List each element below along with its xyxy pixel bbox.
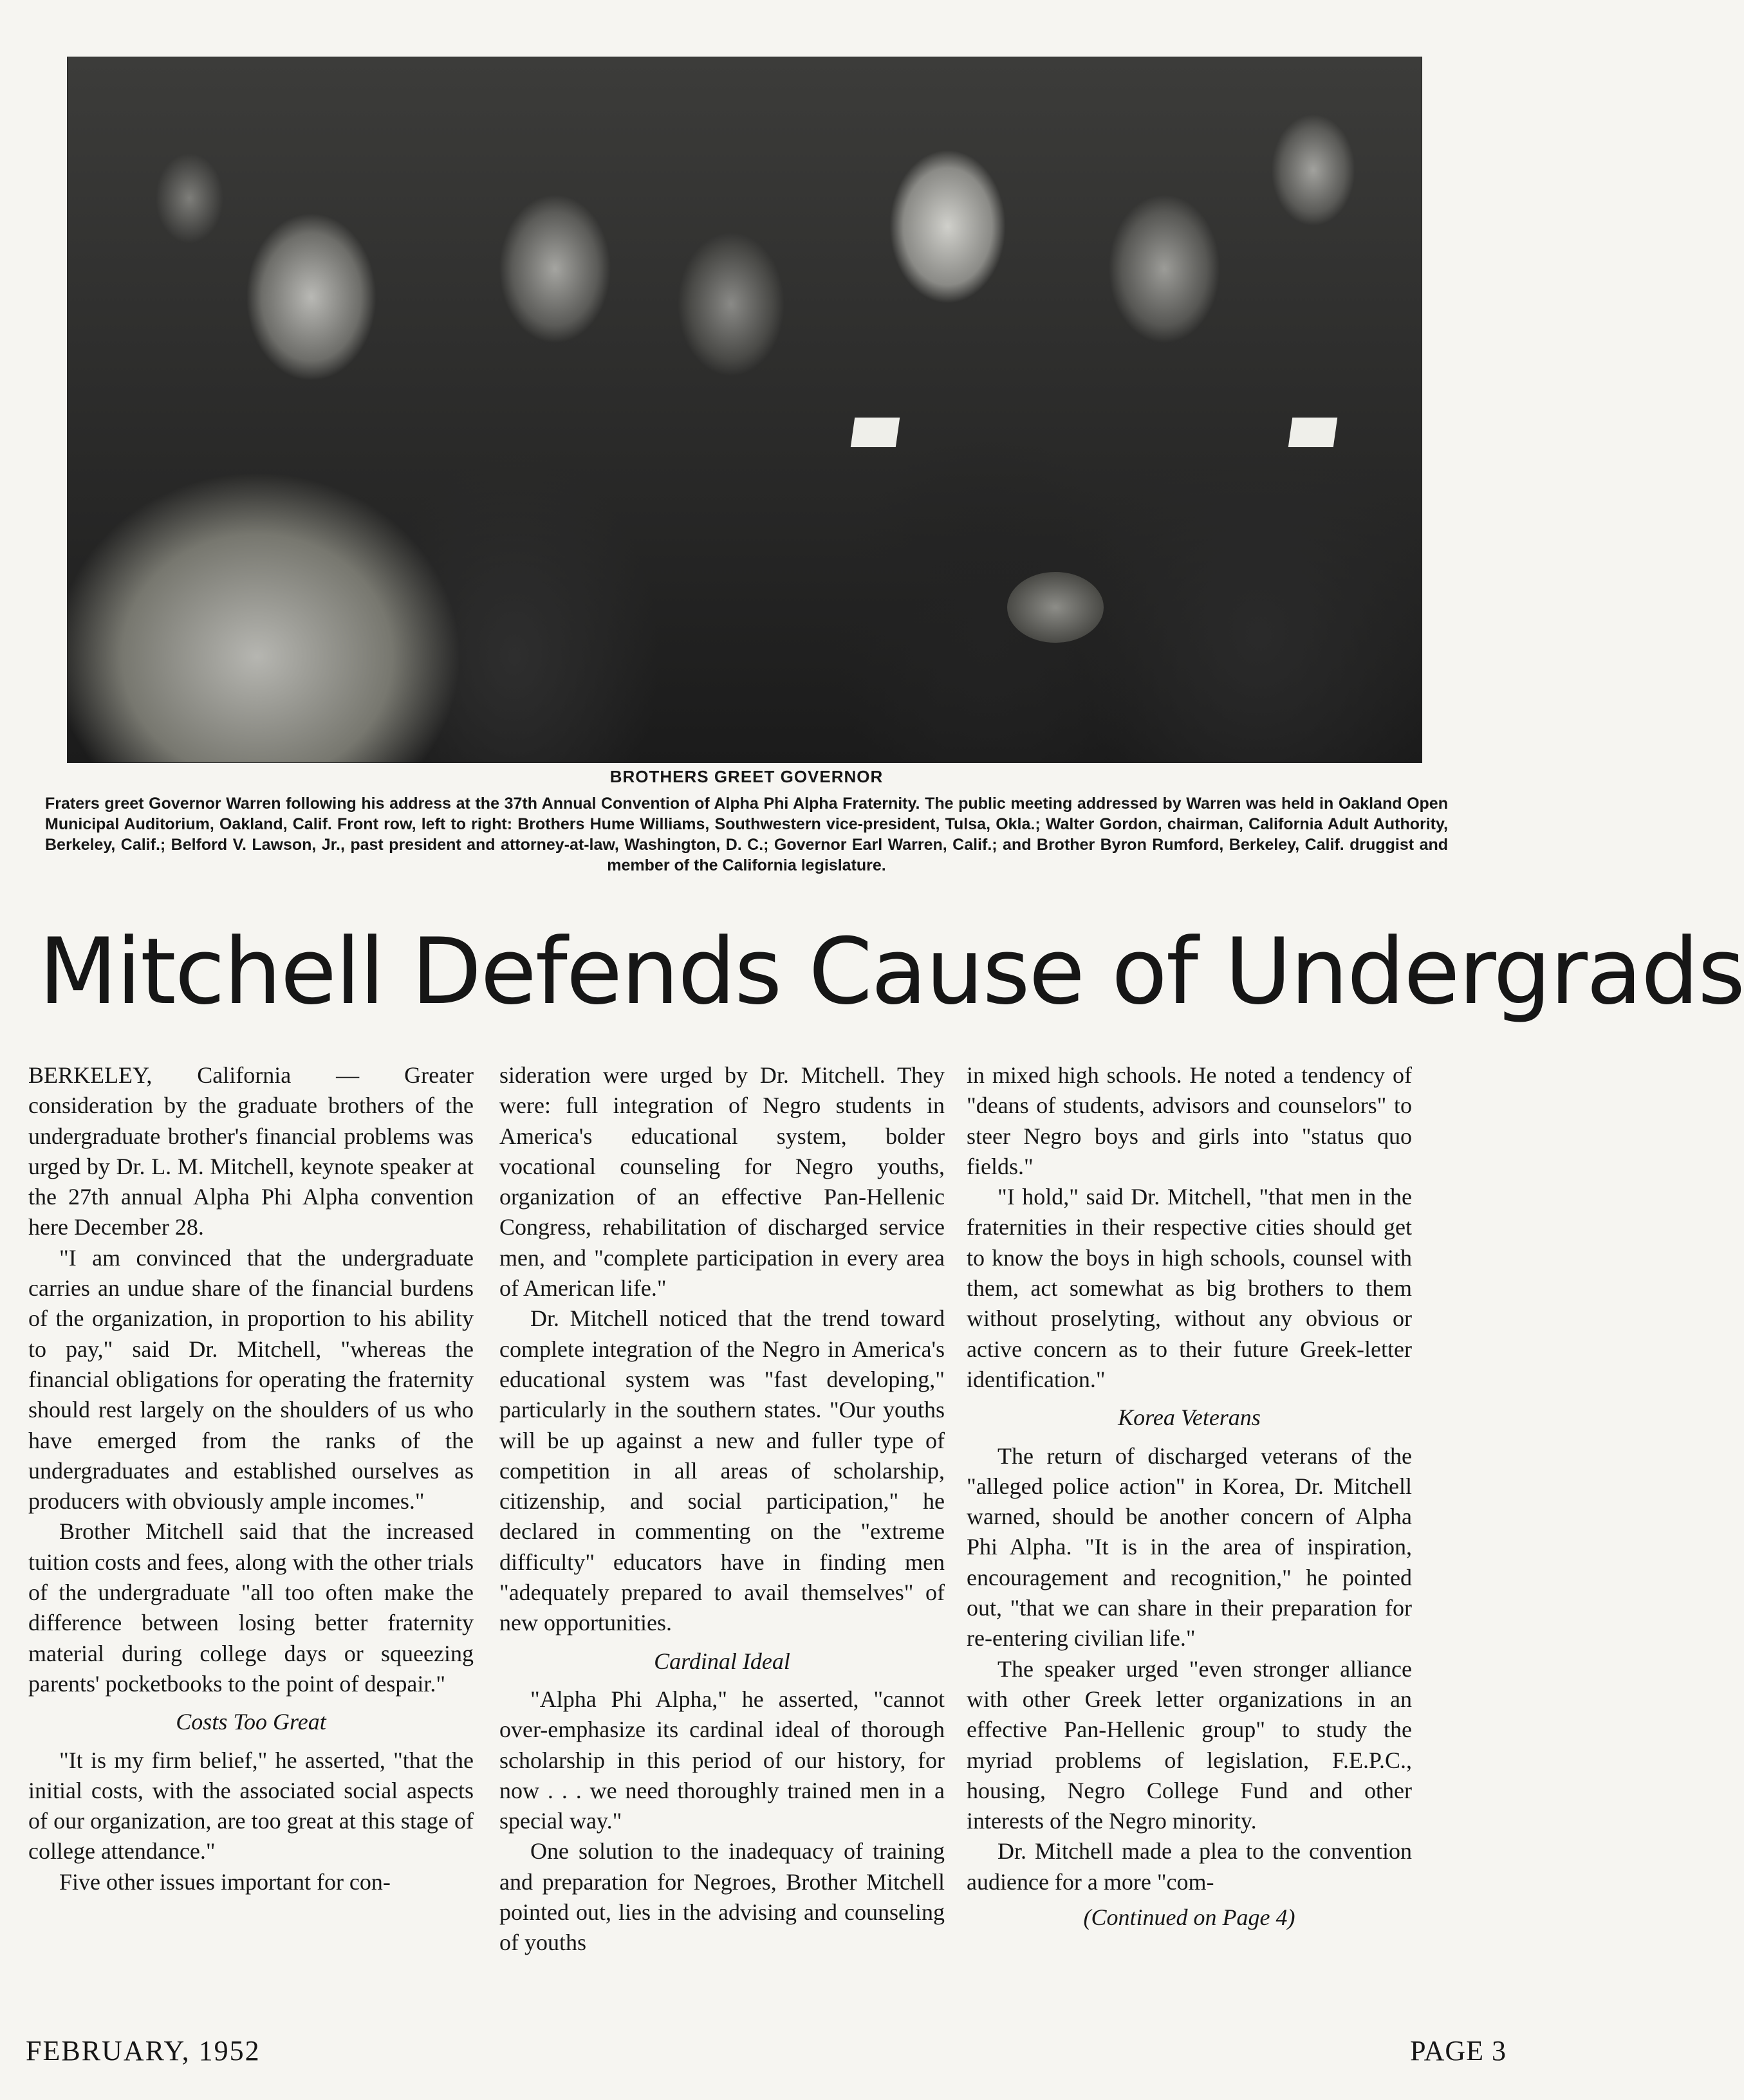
paragraph: "Alpha Phi Alpha," he asserted, "cannot over-emphasize its cardinal ideal of thorough scholarship in this period of our history, for now . . . we need thoroughly trained men in a special way." — [499, 1686, 945, 1834]
paragraph: Five other issues important for con- — [59, 1868, 391, 1895]
paragraph: sideration were urged by Dr. Mitchell. They were: full integration of Negro students in America's educational system, bolder vocational counseling for Negro youths, organization of an effective Pan-Hellenic Congress, rehabilitation of discharged service men, and "complete participation in every area of American life." — [499, 1062, 945, 1302]
paragraph: in mixed high schools. He noted a tendency of "deans of students, advisors and counselors" to steer Negro boys and girls into "status quo fields." — [967, 1062, 1412, 1179]
page-number: PAGE 3 — [1410, 2035, 1507, 2067]
caption-text: Fraters greet Governor Warren following his address at the 37th Annual Convention of Alpha Phi Alpha Fraternity. The public meeting addressed by Warren was held in Oakland Open Municipal Auditorium, Oakland, Calif. Front row, left to right: Brothers Hume Williams, Southwestern vice-president, Tulsa, Okla.; Walter Gordon, chairman, California Adult Authority, Berkeley, Calif.; Belford V. Lawson, Jr., past president and attorney-at-law, Washington, D. C.; Governor Earl Warren, Calif.; and Brother Byron Rumford, Berkeley, Calif. druggist and member of the California legislature. — [45, 795, 1448, 874]
paragraph: "I am convinced that the undergraduate carries an undue share of the financial burdens of the organization, in proportion to his ability to pay," said Dr. Mitchell, "whereas the financial obligations for operating the fraternity should rest largely on the shoulders of us who have emerged from the ranks of the undergraduates and established ourselves as producers with obviously ample incomes." — [28, 1244, 474, 1515]
paragraph: Brother Mitchell said that the increased tuition costs and fees, along with the other trials of the undergraduate "all too often make the difference between losing better fraternity material during college days or squeezing parents' pocketbooks to the point of despair." — [28, 1518, 474, 1697]
subheading: Korea Veterans — [1118, 1405, 1261, 1431]
paragraph: One solution to the inadequacy of training and preparation for Negroes, Brother Mitchell pointed out, lies in the advising and counseling of youths — [499, 1838, 945, 1956]
handshake-detail — [1007, 572, 1104, 643]
group-photo — [67, 57, 1422, 763]
paragraph: The speaker urged "even stronger alliance with other Greek letter organizations in an effective Pan-Hellenic group" to study the myriad problems of legislation, F.E.P.C., housing, Negro College Fund and other interests of the Negro minority. — [967, 1655, 1412, 1834]
paragraph: The return of discharged veterans of the "alleged police action" in Korea, Dr. Mitchell warned, should be another concern of Alpha Phi Alpha. "It is in the area of inspiration, encouragement and recognition," he pointed out, "that we can share in their preparation for re-entering civilian life." — [967, 1442, 1412, 1652]
issue-date: FEBRUARY, 1952 — [26, 2035, 261, 2067]
continued-note: (Continued on Page 4) — [1083, 1904, 1295, 1931]
subheading: Costs Too Great — [176, 1709, 326, 1735]
article-column-1 — [28, 1060, 474, 1897]
subheading: Cardinal Ideal — [654, 1648, 790, 1674]
pocket-square — [1288, 418, 1337, 447]
article-headline: Mitchell Defends Cause of Undergrads — [39, 919, 1744, 1025]
paragraph: "It is my firm belief," he asserted, "that the initial costs, with the associated social aspects of our organization, are too great at this stage of college attendance." — [28, 1747, 474, 1865]
article-column-3 — [967, 1060, 1412, 1933]
caption-title: BROTHERS GREET GOVERNOR — [609, 767, 884, 786]
photo-caption — [45, 767, 1448, 876]
paragraph: "I hold," said Dr. Mitchell, "that men in the fraternities in their respective cities should get to know the boys in high schools, counsel with them, act somewhat as big brothers to them without proselyting, without any obvious or active concern as to their future Greek-letter identification." — [967, 1184, 1412, 1392]
paragraph: Dr. Mitchell made a plea to the convention audience for a more "com- — [967, 1838, 1412, 1895]
paragraph: Dr. Mitchell noticed that the trend toward complete integration of the Negro in America's educational system was "fast developing," particularly in the southern states. "Our youths will be up against a new and fuller type of competition in all areas of scholarship, citizenship, and social participation," he declared in commenting on the "extreme difficulty" educators have in finding men "adequately prepared to avail themselves" of new opportunities. — [499, 1305, 945, 1636]
paragraph: BERKELEY, California — Greater consideration by the graduate brothers of the undergraduate brother's financial problems was urged by Dr. L. M. Mitchell, keynote speaker at the 27th annual Alpha Phi Alpha convention here December 28. — [28, 1062, 474, 1240]
article-column-2 — [499, 1060, 945, 1958]
pocket-square — [851, 418, 900, 447]
